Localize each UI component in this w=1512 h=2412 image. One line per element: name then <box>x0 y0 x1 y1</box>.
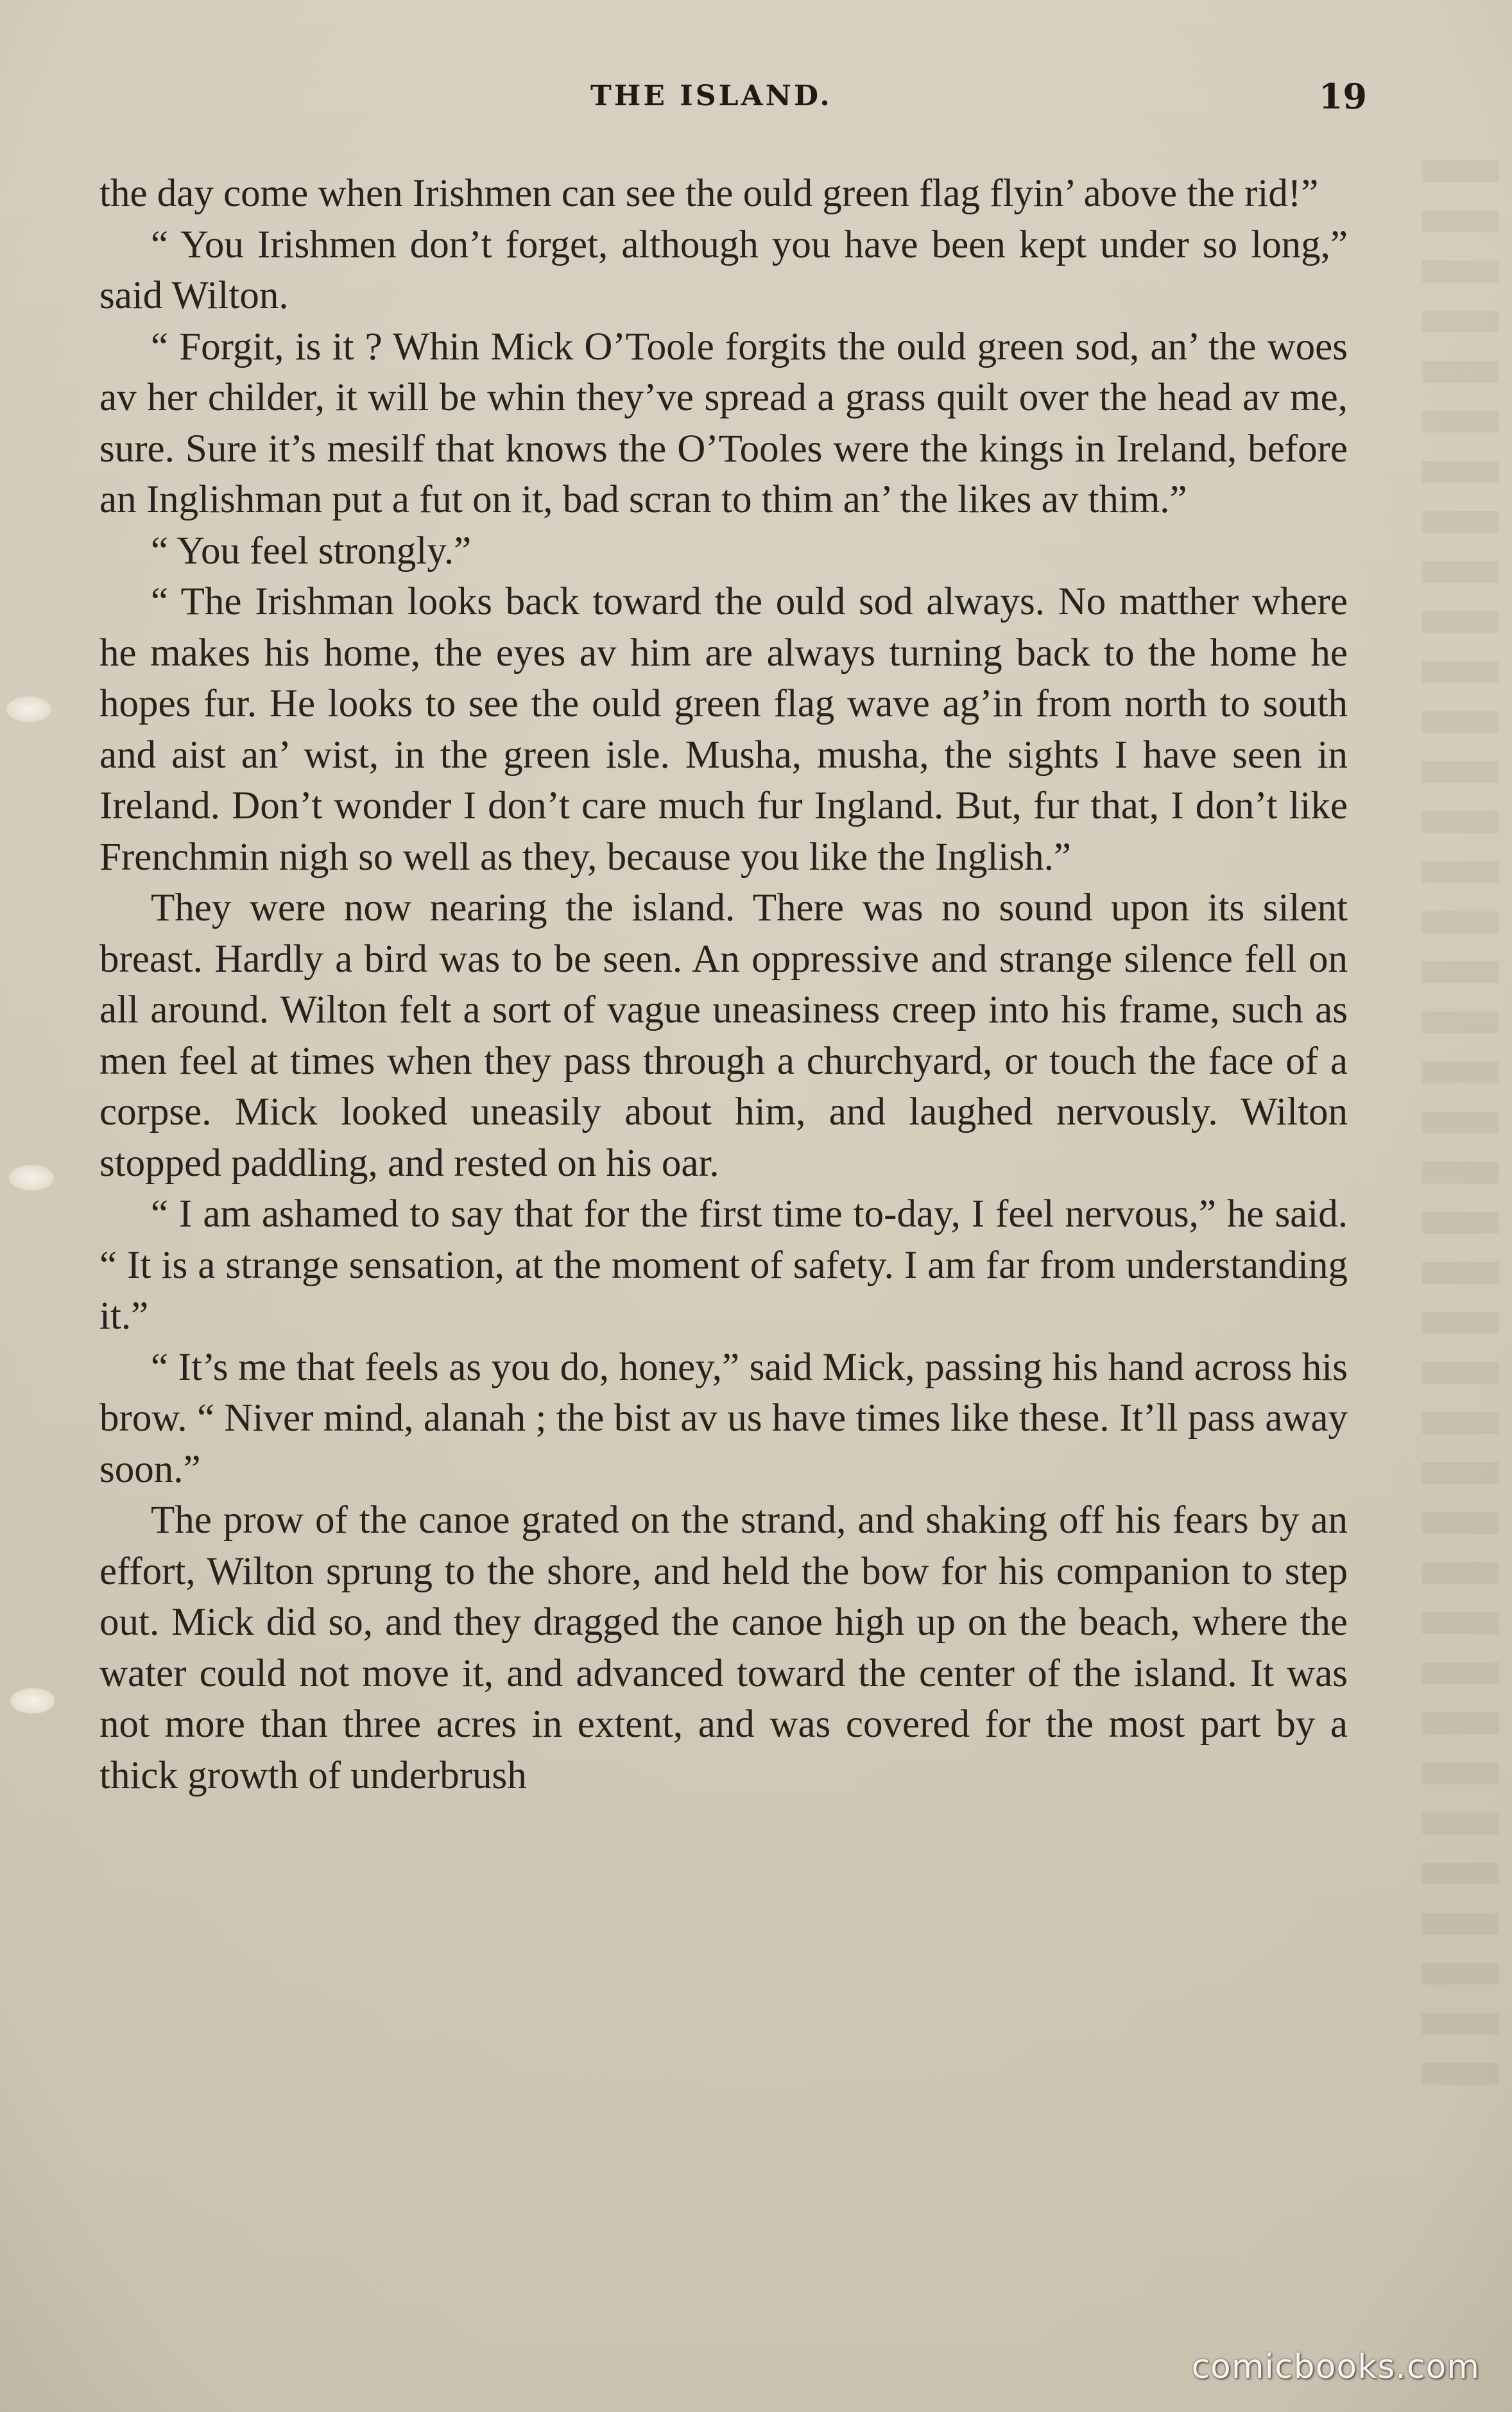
page-damage-hole <box>6 696 51 722</box>
paragraph: “ I am ashamed to say that for the first time to-day, I feel nervous,” he said. “ It is a strange sensation, at the moment of safety. I am far from understanding it.” <box>99 1193 1348 1338</box>
paragraph: “ You feel strongly.” <box>151 529 472 573</box>
paragraph: “ Forgit, is it ? Whin Mick O’Toole forgits the ould green sod, an’ the woes av her childer, it will be whin they’ve spread a grass quilt over the head av me, sure. Sure it’s mesilf that knows the O’Tooles were the kings in Ireland, before an Inglishman put a fut on it, bad scran to thim an’ the likes av thim.” <box>99 325 1348 521</box>
paragraph: “ It’s me that feels as you do, honey,” said Mick, passing his hand across his brow. “ Niver mind, alanah ; the bist av us have times like these. It’ll pass away soon.” <box>99 1345 1348 1491</box>
page-damage-hole <box>10 1688 55 1714</box>
running-title: THE ISLAND. <box>590 80 832 112</box>
paragraph: They were now nearing the island. There was no sound upon its silent breast. Hardly a bird was to be seen. An oppressive and strange silence fell on all around. Wilton felt a sort of vague uneasiness creep into his frame, such as men feel at times when they pass through a churchyard, or touch the face of a corpse. Mick looked uneasily about him, and laughed nervously. Wilton stopped paddling, and rested on his oar. <box>99 886 1348 1185</box>
paragraph: the day come when Irishmen can see the ould green flag flyin’ above the rid!” <box>99 172 1319 215</box>
watermark: comicbooks.com <box>1191 2348 1480 2386</box>
bleed-through-text <box>1422 160 1499 2086</box>
paragraph: The prow of the canoe grated on the strand, and shaking off his fears by an effort, Wilton sprung to the shore, and held the bow for his companion to step out. Mick did so, and they dragged the canoe high up on the beach, where the water could not move it, and advanced toward the center of the island. It was not more than three acres in extent, and was covered for the most part by a thick growth of underbrush <box>99 1499 1348 1797</box>
paragraph: “ The Irishman looks back toward the ould sod always. No matther where he makes his home, the eyes av him are always turning back to the home he hopes fur. He looks to see the ould green flag wave ag’in from north to south and aist an’ wist, in the green isle. Musha, musha, the sights I have seen in Ireland. Don’t wonder I don’t care much fur Ingland. But, fur that, I don’t like Frenchmin nigh so well as they, because you like the Inglish.” <box>99 580 1348 879</box>
page-header <box>96 76 1367 127</box>
page-damage-hole <box>9 1165 54 1191</box>
page-number: 19 <box>1318 76 1367 117</box>
body-text <box>99 168 1348 1801</box>
paragraph: “ You Irishmen don’t forget, although you have been kept under so long,” said Wilton. <box>99 223 1348 317</box>
